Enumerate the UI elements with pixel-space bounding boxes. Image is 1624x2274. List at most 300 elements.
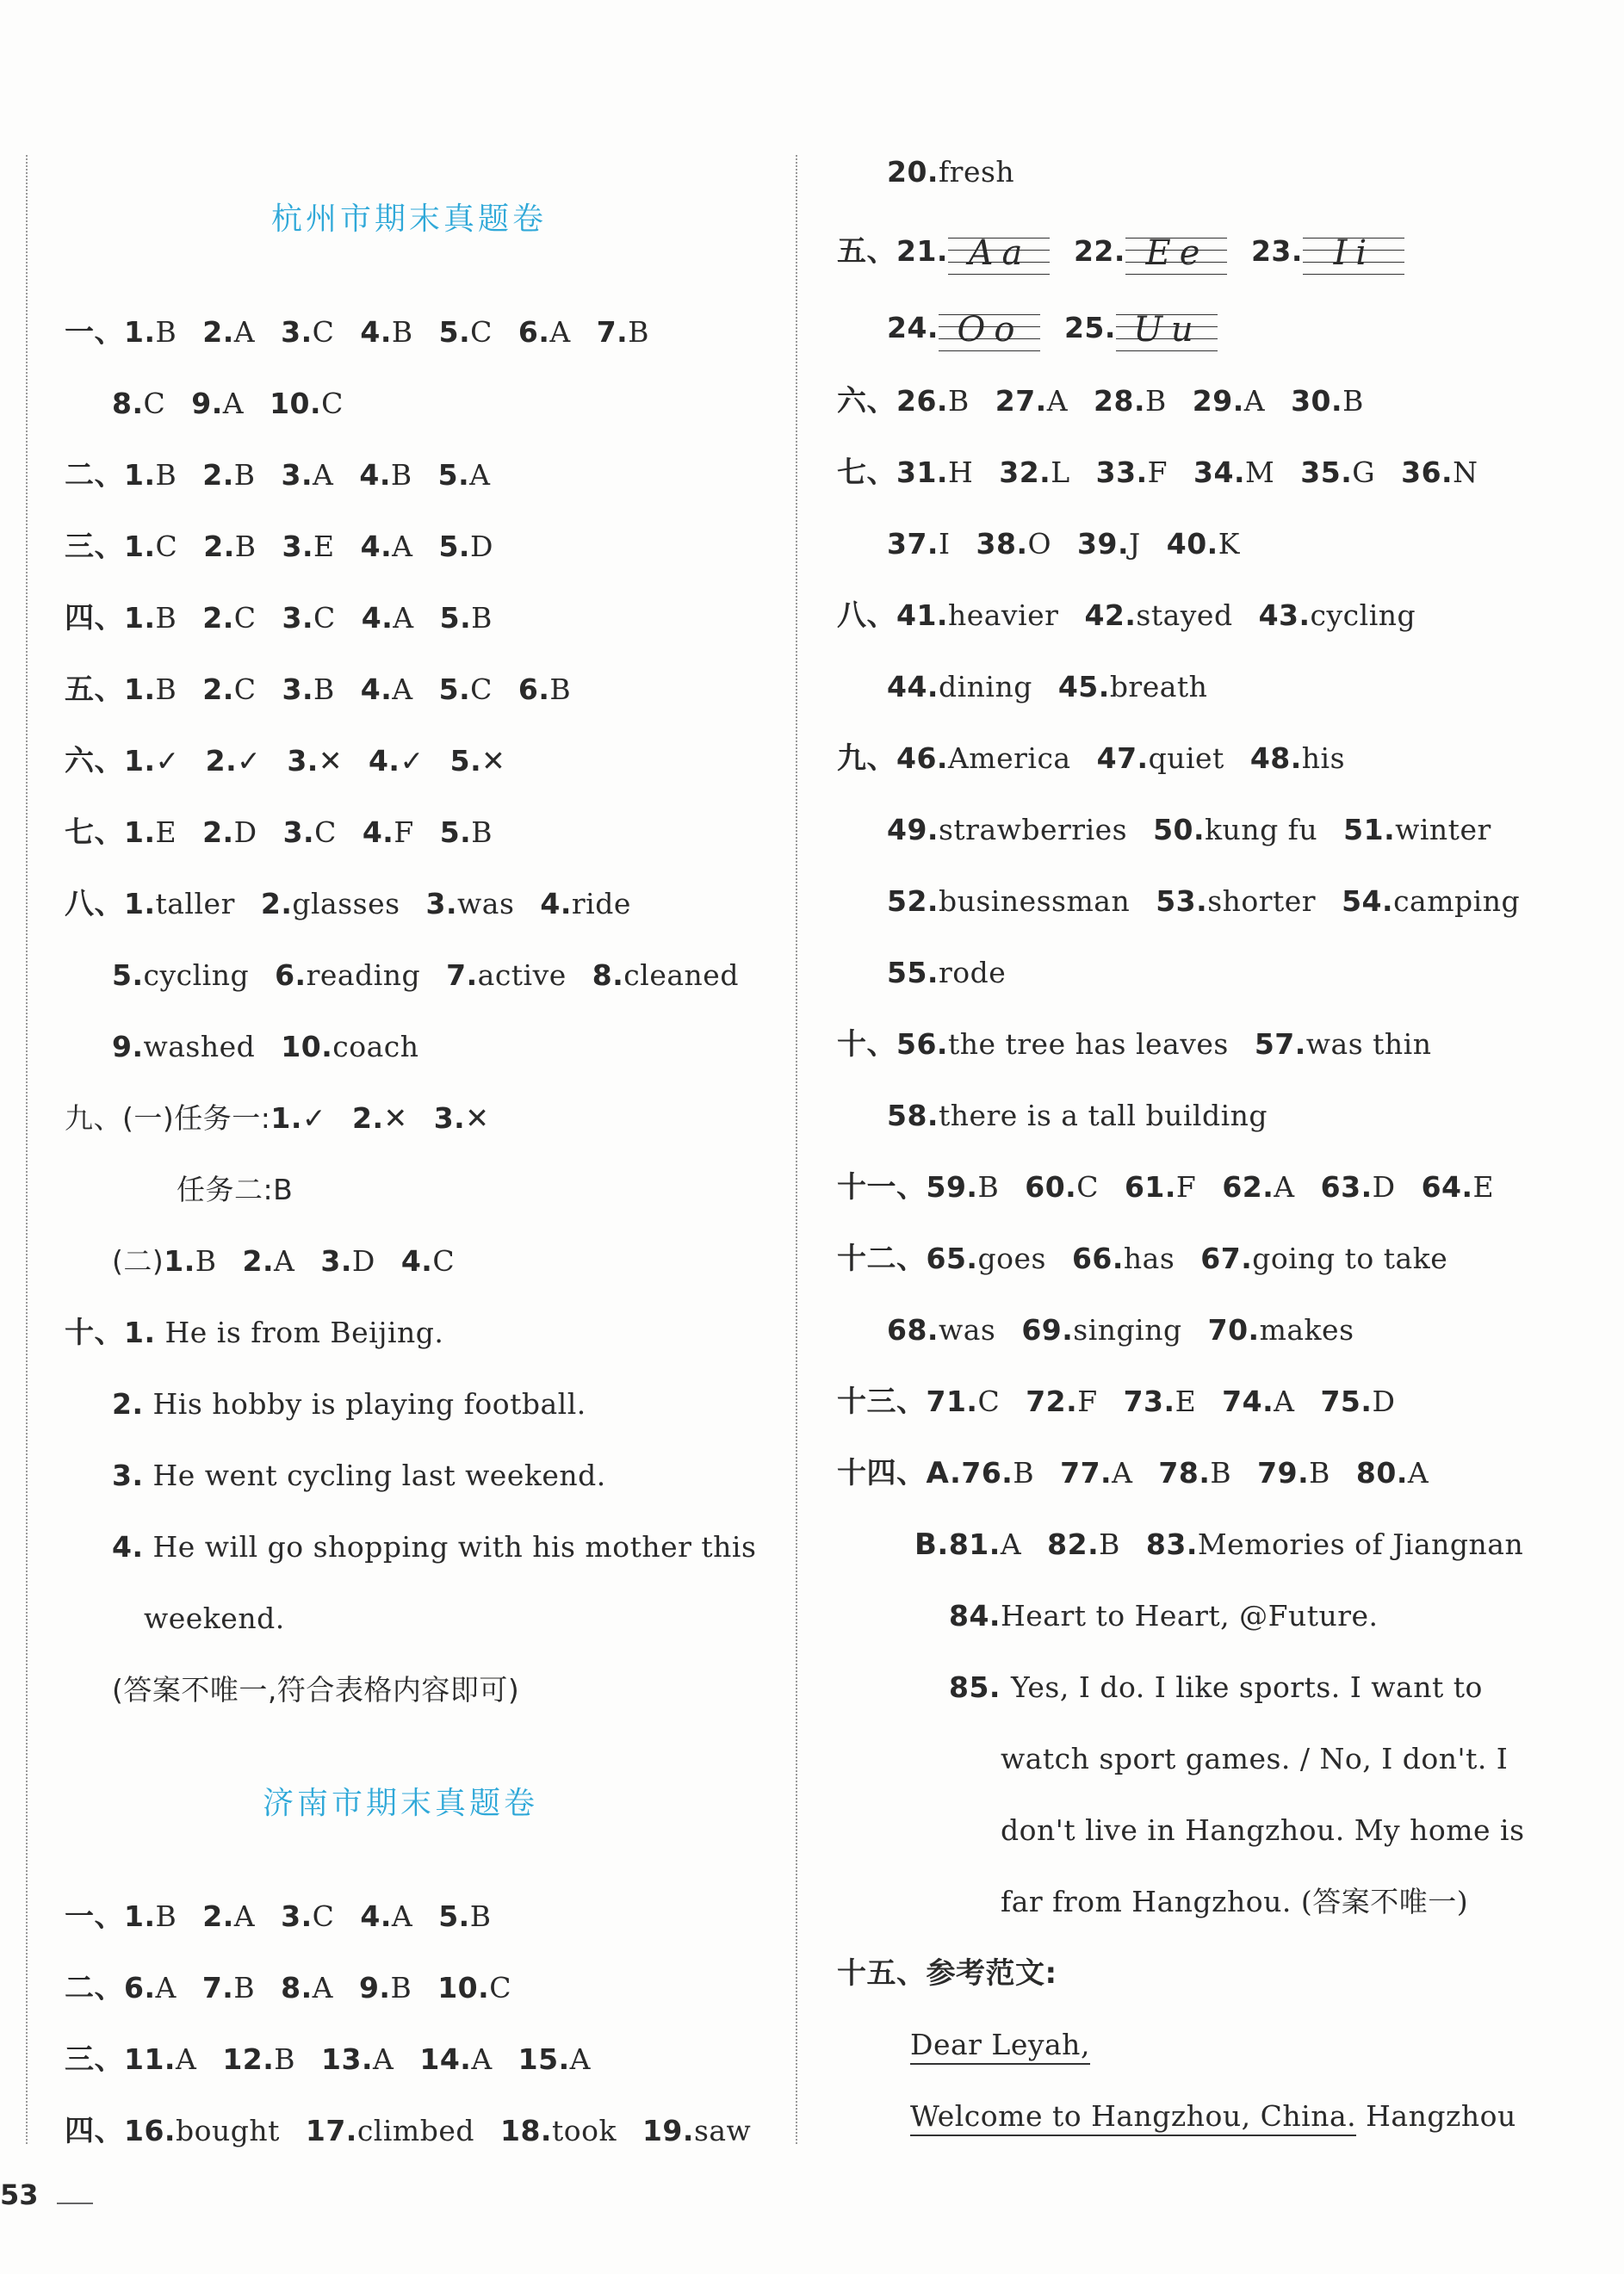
question-number: 83. — [1145, 1527, 1198, 1561]
answer-text: cycling — [143, 958, 250, 992]
question-number: 52. — [887, 884, 939, 918]
answer-item — [243, 1244, 295, 1278]
answer-line — [837, 381, 1390, 422]
answer-line — [112, 1026, 445, 1068]
answer-text: ✕ — [465, 1101, 490, 1135]
answer-line — [837, 1453, 1454, 1494]
answer-item — [1259, 598, 1416, 632]
question-number: 21. — [896, 234, 948, 268]
question-number: 69. — [1021, 1313, 1074, 1347]
question-number: 3. — [112, 1459, 144, 1492]
question-number: 5. — [449, 744, 482, 778]
section-number: 十四、A. — [837, 1456, 962, 1490]
answer-item — [446, 958, 567, 992]
answer-item — [1343, 813, 1491, 846]
answer-text: B — [195, 1244, 217, 1278]
handwritten-letters: Ee — [1145, 233, 1209, 273]
question-number: 36. — [1401, 455, 1454, 489]
answer-text: B — [1013, 1456, 1035, 1490]
hangzhou-exam-title: 杭州市期末真题卷 — [271, 201, 548, 237]
answer-text: bought — [175, 2114, 280, 2147]
question-number: 1. — [124, 744, 156, 778]
answer-line — [65, 455, 516, 496]
answer-item — [282, 458, 334, 492]
center-dotted-divider — [796, 155, 797, 2144]
answer-text: ✓ — [400, 744, 425, 778]
section-number: 十二、 — [837, 1242, 927, 1276]
answer-item — [202, 815, 257, 849]
essay-text: Hangzhou — [1356, 2099, 1516, 2133]
question-number: 1. — [124, 672, 156, 706]
answer-item — [202, 315, 255, 349]
question-number: 64. — [1421, 1170, 1473, 1204]
section-label: 十五、参考范文: — [837, 1956, 1057, 1991]
question-number: 6. — [275, 958, 307, 992]
answer-line — [112, 383, 369, 424]
question-number: 50. — [1153, 813, 1206, 846]
answer-item — [1342, 884, 1520, 918]
answer-item — [1167, 527, 1240, 561]
answer-item — [124, 2114, 280, 2147]
question-number: 2. — [205, 744, 238, 778]
question-number: 74. — [1222, 1385, 1274, 1418]
question-number: 2. — [260, 887, 293, 920]
section-number: 四、 — [65, 2114, 124, 2148]
question-number: 70. — [1207, 1313, 1260, 1347]
answer-item — [124, 458, 177, 492]
four-line-handwriting-box — [1303, 231, 1404, 276]
question-number: 39. — [1077, 527, 1130, 561]
answer-item — [1193, 384, 1265, 418]
answer-text: E — [1175, 1385, 1197, 1418]
answer-item — [440, 815, 493, 849]
question-number: 4. — [368, 744, 400, 778]
answer-line — [177, 1169, 293, 1211]
question-number: 1. — [124, 530, 156, 563]
answer-line — [837, 1381, 1421, 1422]
answer-item — [1025, 1170, 1099, 1204]
answer-item — [191, 387, 244, 420]
answer-text: the tree has leaves — [947, 1027, 1229, 1061]
answer-item — [112, 1387, 586, 1421]
answer-item — [202, 672, 256, 706]
answer-text: camping — [1393, 884, 1521, 918]
answer-line — [914, 1524, 1549, 1565]
answer-item — [361, 672, 413, 706]
answer-text: A — [469, 458, 491, 492]
letter-writing-line — [837, 229, 1429, 276]
question-number: 55. — [887, 956, 939, 989]
question-number: 43. — [1258, 598, 1311, 632]
answer-text: A — [175, 2042, 197, 2076]
page-number: 53 — [0, 2178, 39, 2211]
answer-item — [896, 384, 970, 418]
question-number: 5. — [438, 672, 471, 706]
answer-line — [65, 2110, 777, 2152]
answer-item — [1060, 1456, 1132, 1490]
answer-item — [1158, 1456, 1231, 1490]
answer-line — [837, 1238, 1473, 1280]
answer-text: E — [313, 530, 335, 563]
question-number: 3. — [425, 887, 458, 920]
question-number: 5. — [438, 530, 470, 563]
question-number: 85. — [949, 1670, 1011, 1704]
answer-text: A — [1112, 1456, 1133, 1490]
answer-line — [910, 2096, 1516, 2137]
essay-underlined-sentence: Welcome to Hangzhou, China. — [910, 2099, 1356, 2136]
answer-line — [65, 598, 518, 639]
answer-item — [1257, 1456, 1330, 1490]
section-number: 二、 — [65, 1971, 124, 2005]
answer-text: C — [470, 672, 493, 706]
four-line-handwriting-box — [939, 307, 1040, 352]
handwritten-letters: Oo — [957, 310, 1024, 350]
answer-item — [1077, 527, 1141, 561]
section-number: 十、 — [837, 1027, 896, 1062]
question-number: 3. — [281, 458, 313, 492]
answer-text: C — [470, 315, 493, 349]
left-column — [65, 0, 771, 2274]
answer-item — [1422, 1170, 1495, 1204]
answer-line — [949, 1596, 1404, 1637]
answer-item — [281, 1030, 418, 1063]
answer-line — [65, 526, 519, 567]
answer-text: B — [1145, 384, 1167, 418]
question-number: 32. — [999, 455, 1051, 489]
answer-item — [927, 1170, 1000, 1204]
section-number: 七、 — [65, 815, 124, 850]
answer-item — [222, 2042, 295, 2076]
answer-text: His hobby is playing football. — [143, 1387, 586, 1421]
answer-text: A — [233, 315, 256, 349]
answer-text: C — [1076, 1170, 1099, 1204]
question-number: 3. — [282, 815, 315, 849]
answer-item — [518, 672, 571, 706]
question-number: 10. — [270, 387, 322, 420]
answer-item — [887, 155, 1014, 189]
section-number: 四、 — [65, 601, 124, 635]
answer-item — [1222, 1385, 1294, 1418]
answer-line — [65, 1896, 517, 1937]
answer-text: ✓ — [237, 744, 262, 778]
answer-item — [1124, 1385, 1197, 1418]
answer-text: breath — [1109, 670, 1208, 703]
answer-item — [1156, 884, 1316, 918]
answer-text: D — [469, 530, 493, 563]
answer-text: K — [1218, 527, 1240, 561]
answer-item — [359, 1971, 412, 2004]
answer-text: kung fu — [1205, 813, 1318, 846]
answer-text: B — [155, 1899, 177, 1933]
answer-item — [1401, 455, 1478, 489]
question-number: 65. — [926, 1242, 978, 1275]
question-number: 8. — [112, 387, 144, 420]
answer-text: winter — [1395, 813, 1491, 846]
handwritten-letters: Ii — [1333, 233, 1376, 273]
answer-text: C — [977, 1385, 1001, 1418]
sub-section-label: (二) — [112, 1244, 164, 1278]
answer-item — [124, 1899, 177, 1933]
question-number: 63. — [1320, 1170, 1373, 1204]
question-number: 37. — [887, 527, 939, 561]
answer-text: B — [1099, 1527, 1120, 1561]
answer-item — [999, 455, 1069, 489]
answer-line — [887, 809, 1517, 851]
question-number: 38. — [976, 527, 1028, 561]
answer-line — [112, 1241, 480, 1282]
answer-text: Memories of Jiangnan — [1197, 1527, 1524, 1561]
answer-text: going to take — [1252, 1242, 1448, 1275]
answer-text: C — [155, 530, 178, 563]
section-number: 十三、 — [837, 1385, 927, 1419]
answer-item — [352, 1101, 408, 1135]
answer-text: A — [1407, 1456, 1429, 1490]
answer-item — [202, 601, 256, 635]
question-number: 5. — [437, 458, 470, 492]
section-number: 六、 — [837, 384, 896, 418]
answer-item — [642, 2114, 751, 2147]
answer-item — [896, 1027, 1229, 1061]
answer-item — [1125, 1170, 1196, 1204]
answer-item — [203, 530, 256, 563]
answer-text: A — [1243, 384, 1266, 418]
answer-item — [439, 315, 493, 349]
answer-item — [306, 2114, 474, 2147]
answer-text: B — [274, 2042, 296, 2076]
answer-item — [1026, 1385, 1097, 1418]
answer-item — [112, 958, 249, 992]
question-number: 49. — [887, 813, 939, 846]
answer-item — [282, 601, 336, 635]
answer-text: C — [489, 1971, 511, 2004]
answer-text: B — [155, 601, 177, 635]
answer-text: B — [1210, 1456, 1232, 1490]
question-number: 34. — [1193, 455, 1245, 489]
answer-text: C — [313, 601, 336, 635]
question-number: 3. — [282, 672, 314, 706]
question-number: 4. — [360, 530, 393, 563]
answer-item — [1291, 384, 1364, 418]
answer-item — [1096, 455, 1168, 489]
section-number: 九、 — [837, 741, 896, 776]
answer-item — [361, 530, 413, 563]
question-number: 2. — [242, 1244, 275, 1278]
answer-text: Heart to Heart, @Future. — [1000, 1599, 1379, 1633]
answer-item — [124, 2042, 196, 2076]
answer-line — [112, 1527, 756, 1568]
question-number: 44. — [887, 670, 939, 703]
answer-item — [164, 1244, 216, 1278]
answer-item — [1356, 1456, 1429, 1490]
answer-text: B — [233, 458, 256, 492]
question-number: 56. — [896, 1027, 948, 1061]
question-number: 7. — [596, 315, 629, 349]
question-number: 3. — [281, 315, 313, 349]
answer-item — [1146, 1527, 1523, 1561]
answer-text: fresh — [938, 155, 1015, 189]
question-number: 3. — [281, 1899, 313, 1933]
question-number: 24. — [887, 311, 939, 344]
answer-text: J — [1129, 527, 1141, 561]
question-number: 68. — [887, 1313, 939, 1347]
answer-item — [887, 884, 1130, 918]
question-number: 66. — [1071, 1242, 1124, 1275]
question-number: 81. — [948, 1527, 1001, 1561]
answer-text: I — [938, 527, 951, 561]
answer-item — [887, 670, 1032, 703]
answer-text: A — [569, 2042, 591, 2076]
answer-text: B — [390, 1971, 412, 2004]
answer-item — [282, 672, 335, 706]
answer-text: B — [628, 315, 649, 349]
question-number: 25. — [1063, 311, 1116, 344]
answer-item — [434, 1101, 490, 1135]
answer-text: A — [222, 387, 245, 420]
answer-text: shorter — [1207, 884, 1317, 918]
question-number: 2. — [202, 601, 234, 635]
answer-item — [949, 1527, 1021, 1561]
answer-text: B — [155, 672, 177, 706]
answer-text: his — [1301, 741, 1346, 775]
question-number: 57. — [1254, 1027, 1306, 1061]
question-number: 11. — [124, 2042, 176, 2076]
answer-item — [1094, 384, 1167, 418]
four-line-handwriting-box — [1125, 231, 1227, 276]
answer-text: makes — [1259, 1313, 1354, 1347]
answer-item — [976, 527, 1052, 561]
question-number: 1. — [124, 315, 156, 349]
question-number: 4. — [400, 1244, 433, 1278]
answer-item — [438, 458, 491, 492]
question-number: 1. — [164, 1244, 195, 1278]
answer-item — [124, 530, 177, 563]
answer-item — [887, 956, 1006, 989]
answer-item — [124, 1971, 177, 2004]
answer-text: there is a tall building — [938, 1099, 1268, 1132]
answer-item — [1153, 813, 1317, 846]
question-number: 1. — [124, 458, 156, 492]
answer-item — [202, 1971, 255, 2004]
answer-item — [1255, 1027, 1432, 1061]
question-number: 47. — [1096, 741, 1149, 775]
answer-line — [837, 452, 1503, 493]
question-number: 79. — [1257, 1456, 1310, 1490]
answer-text: C — [233, 672, 257, 706]
question-number: 54. — [1342, 884, 1394, 918]
question-number: 7. — [201, 1971, 234, 2004]
answer-text: took — [551, 2114, 617, 2147]
answer-item — [927, 1385, 1001, 1418]
answer-text: M — [1244, 455, 1275, 489]
answer-text: watch sport games. / No, I don't. I — [1001, 1742, 1509, 1775]
question-number: 13. — [321, 2042, 374, 2076]
answer-item — [439, 672, 493, 706]
question-number: 35. — [1300, 455, 1353, 489]
question-number: 75. — [1320, 1385, 1373, 1418]
section-number: 二、 — [65, 458, 124, 493]
answer-line — [887, 152, 1040, 193]
answer-item — [440, 601, 493, 635]
answer-item — [540, 887, 630, 920]
answer-item — [281, 1971, 333, 2004]
question-number: 4. — [540, 887, 572, 920]
question-number: 77. — [1060, 1456, 1113, 1490]
answer-item — [283, 815, 337, 849]
question-number: 48. — [1249, 741, 1302, 775]
answer-text: Yes, I do. I like sports. I want to — [1010, 1670, 1483, 1704]
question-number: 6. — [518, 672, 550, 706]
answer-item — [995, 384, 1068, 418]
answer-text: taller — [155, 887, 235, 920]
answer-item — [112, 387, 165, 420]
question-number: 1. — [124, 1316, 156, 1349]
answer-item — [270, 387, 344, 420]
answer-text: A — [471, 2042, 493, 2076]
answer-text: A — [549, 315, 571, 349]
question-number: 1. — [124, 601, 156, 635]
answer-continuation: weekend. — [144, 1602, 285, 1635]
answer-item — [359, 458, 412, 492]
answer-item — [1200, 1242, 1447, 1275]
answer-text: E — [155, 815, 177, 849]
answer-item — [1072, 1242, 1175, 1275]
left-margin-dotted-line — [26, 155, 28, 2144]
question-number: 16. — [124, 2114, 176, 2147]
question-number: 8. — [281, 1971, 313, 2004]
answer-item — [360, 315, 412, 349]
answer-line — [887, 666, 1233, 708]
question-number: 4. — [360, 672, 393, 706]
answer-item — [896, 741, 1071, 775]
question-number: 62. — [1222, 1170, 1274, 1204]
answer-item — [281, 315, 334, 349]
answer-item — [927, 1242, 1046, 1275]
answer-text: A — [1274, 1170, 1295, 1204]
answer-text: cleaned — [623, 958, 739, 992]
answer-text: A — [393, 601, 414, 635]
question-number: 84. — [949, 1599, 1001, 1633]
answer-text: B — [234, 530, 257, 563]
answer-text: He went cycling last weekend. — [143, 1459, 606, 1492]
answer-text: singing — [1073, 1313, 1182, 1347]
question-number: 6. — [124, 1971, 156, 2004]
question-number: 9. — [358, 1971, 391, 2004]
answer-text: far from Hangzhou. (答案不唯一) — [1001, 1885, 1469, 1918]
answer-line — [887, 952, 1032, 994]
answer-item — [282, 530, 335, 563]
four-line-handwriting-box — [948, 231, 1050, 276]
answer-text: rode — [938, 956, 1007, 989]
section-number: 五、 — [837, 234, 896, 269]
question-number: 2. — [112, 1387, 144, 1421]
answer-line — [144, 1598, 285, 1639]
answer-line — [837, 738, 1371, 779]
answer-item — [896, 598, 1058, 632]
question-number: 12. — [222, 2042, 275, 2076]
section-number: 三、 — [65, 2042, 124, 2077]
answer-line — [65, 2039, 617, 2080]
answer-text: goes — [977, 1242, 1046, 1275]
answer-text: active — [477, 958, 567, 992]
answer-line — [837, 1167, 1520, 1208]
question-number: 3. — [320, 1244, 352, 1278]
answer-text: F — [1147, 455, 1168, 489]
question-number: 15. — [518, 2042, 570, 2076]
question-number: 4. — [112, 1530, 144, 1564]
answer-text: He is from Beijing. — [155, 1316, 444, 1349]
answer-text: G — [1352, 455, 1376, 489]
answer-item — [1321, 1170, 1396, 1204]
